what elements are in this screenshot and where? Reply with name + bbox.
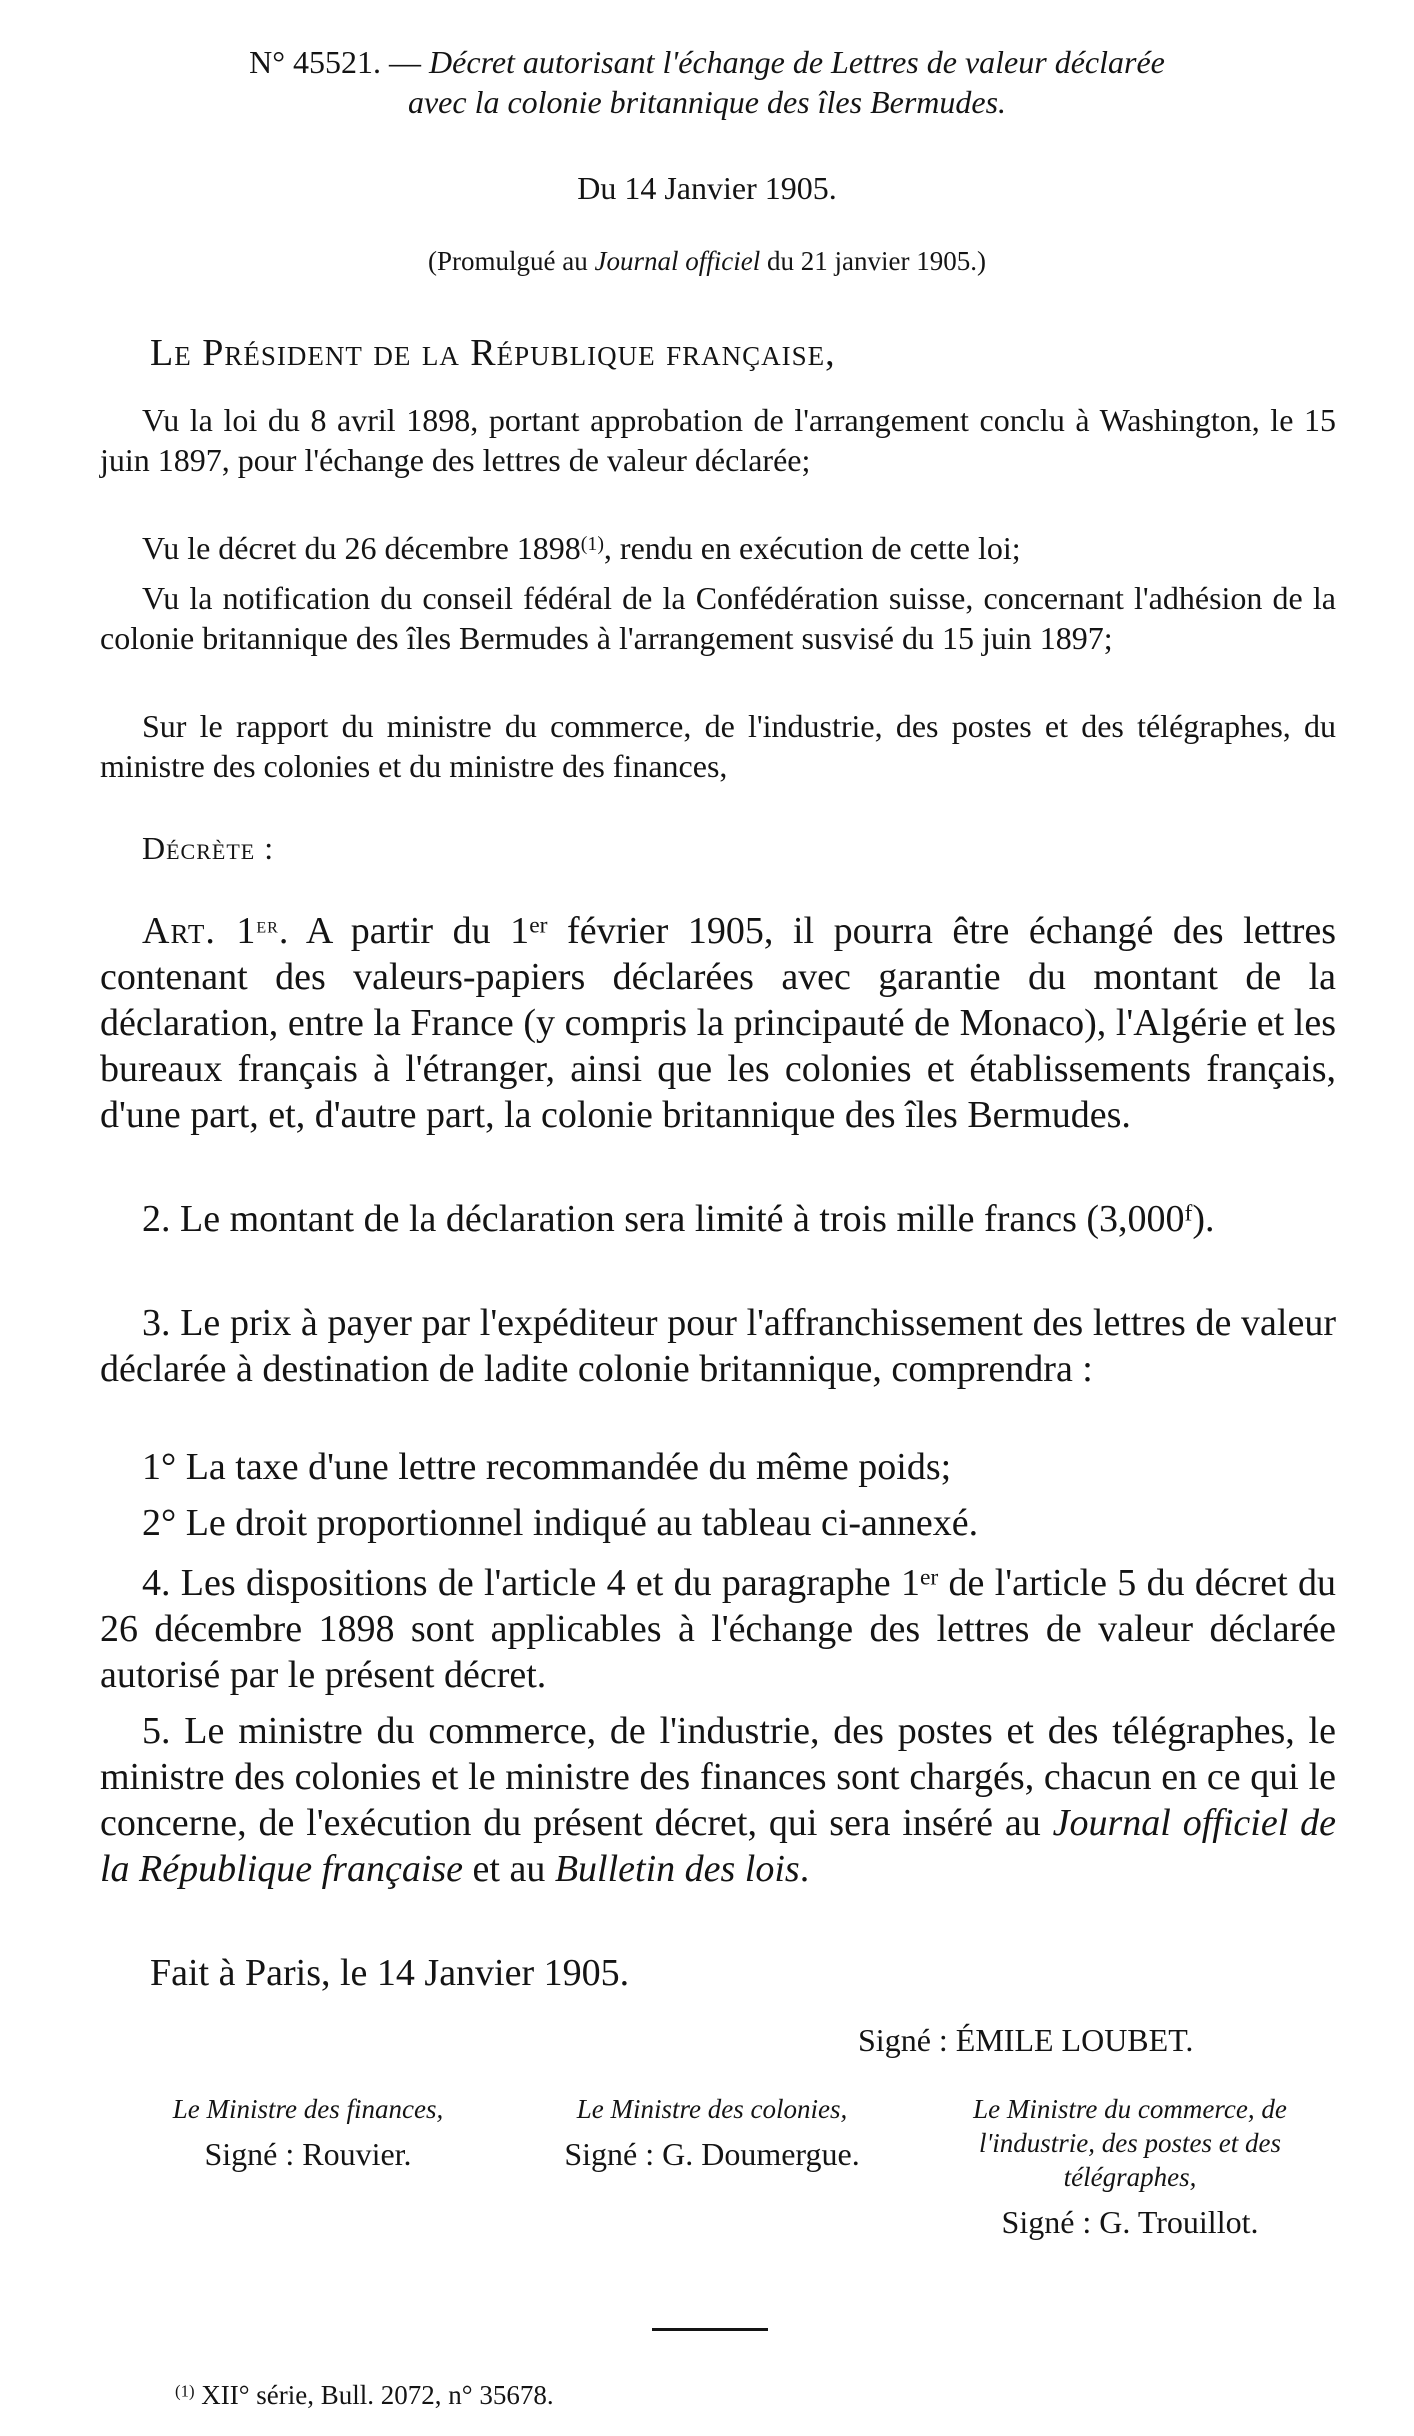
- article-1-label: Art. 1er: [142, 910, 279, 952]
- article-3: 3. Le prix à payer par l'expéditeur pour l'affranchissement des lettres de valeur déclarée à destination de ladite colonie britannique, comprendra :: [100, 1302, 1336, 1390]
- article-1: Art. 1er. A partir du 1er février 1905, il pourra être échangé des lettres contenant des valeurs-papiers déclarées avec garantie du montant de la déclaration, entre la France (y compris la principauté de Monaco), l'Algérie et les bureaux français à l'étranger, ainsi que les colonies et établissements français, d'une part, et, d'autre part, la colonie britannique des îles Bermudes.: [100, 910, 1336, 1136]
- footnote-ref: (1): [580, 533, 604, 556]
- article-5: 5. Le ministre du commerce, de l'industrie, des postes et des télégraphes, le ministre des colonies et le ministre des finances sont chargés, chacun en ce qui le concerne, de l'exécution du présent décret, qui sera inséré au Journal officiel de la République française et au Bulletin des lois.: [100, 1710, 1336, 1890]
- footnote: [175, 2378, 1075, 2412]
- minister-finances-title: Le Ministre des finances,: [172, 2094, 444, 2124]
- footnote-mark: (1): [175, 2381, 195, 2401]
- footnote-text: XII° série, Bull. 2072, n° 35678.: [194, 2380, 554, 2410]
- president-signature: Signé : ÉMILE LOUBET.: [858, 2022, 1194, 2058]
- considerant-2: Vu le décret du 26 décembre 1898$^{(1)}$, rendu en exécution de cette loi;: [142, 530, 1021, 566]
- decree-title: [110, 42, 1304, 122]
- fait-a-paris: Fait à Paris, le 14 Janvier 1905.: [150, 1952, 630, 1994]
- decree-number: N° 45521.: [249, 44, 382, 80]
- promulgation-note: (Promulgué au Journal officiel du 21 janvier 1905.): [428, 246, 986, 276]
- considerant-4: Sur le rapport du ministre du commerce, de l'industrie, des postes et des télégraphes, du ministre des colonies et du ministre des finances,: [100, 708, 1336, 784]
- journal-officiel-ref-2: Journal officiel de la République française: [100, 1802, 1336, 1890]
- minister-colonies-title: Le Ministre des colonies,: [576, 2094, 848, 2124]
- bulletin-des-lois-ref: Bulletin des lois: [554, 1848, 800, 1890]
- article-4: 4. Les dispositions de l'article 4 et du paragraphe 1er de l'article 5 du décret du 26 décembre 1898 sont applicables à l'échange des lettres de valeur déclarée autorisé par le présent décret.: [100, 1562, 1336, 1696]
- decree-date: Du 14 Janvier 1905.: [577, 170, 837, 206]
- minister-commerce-title: Le Ministre du commerce, de l'industrie, des postes et des télégraphes,: [973, 2094, 1287, 2192]
- minister-commerce: [940, 2092, 1320, 2242]
- separator-rule: [652, 2328, 768, 2331]
- minister-commerce-signature: Signé : G. Trouillot.: [1001, 2204, 1259, 2240]
- minister-finances-signature: Signé : Rouvier.: [204, 2136, 412, 2172]
- article-3-item-2: 2° Le droit proportionnel indiqué au tableau ci-annexé.: [142, 1502, 979, 1544]
- article-3-item-1: 1° La taxe d'une lettre recommandée du même poids;: [142, 1446, 952, 1488]
- minister-colonies-signature: Signé : G. Doumergue.: [564, 2136, 860, 2172]
- title-line-1: Décret autorisant l'échange de Lettres de valeur déclarée: [429, 44, 1165, 80]
- article-2: 2. Le montant de la déclaration sera limité à trois mille francs (3,000$^f$).: [142, 1198, 1215, 1240]
- minister-finances: [118, 2092, 498, 2174]
- president-heading: Le Président de la République française,: [150, 332, 836, 374]
- title-dash: —: [389, 44, 422, 80]
- journal-officiel-ref: Journal officiel: [594, 246, 761, 276]
- title-line-2: avec la colonie britannique des îles Bermudes.: [407, 84, 1007, 120]
- minister-colonies: [512, 2092, 912, 2174]
- decrete-heading: Décrète :: [142, 830, 275, 866]
- considerant-1: Vu la loi du 8 avril 1898, portant approbation de l'arrangement conclu à Washington, le 15 juin 1897, pour l'échange des lettres de valeur déclarée;: [100, 402, 1336, 478]
- considerant-3: Vu la notification du conseil fédéral de la Confédération suisse, concernant l'adhésion de la colonie britannique des îles Bermudes à l'arrangement susvisé du 15 juin 1897;: [100, 580, 1336, 656]
